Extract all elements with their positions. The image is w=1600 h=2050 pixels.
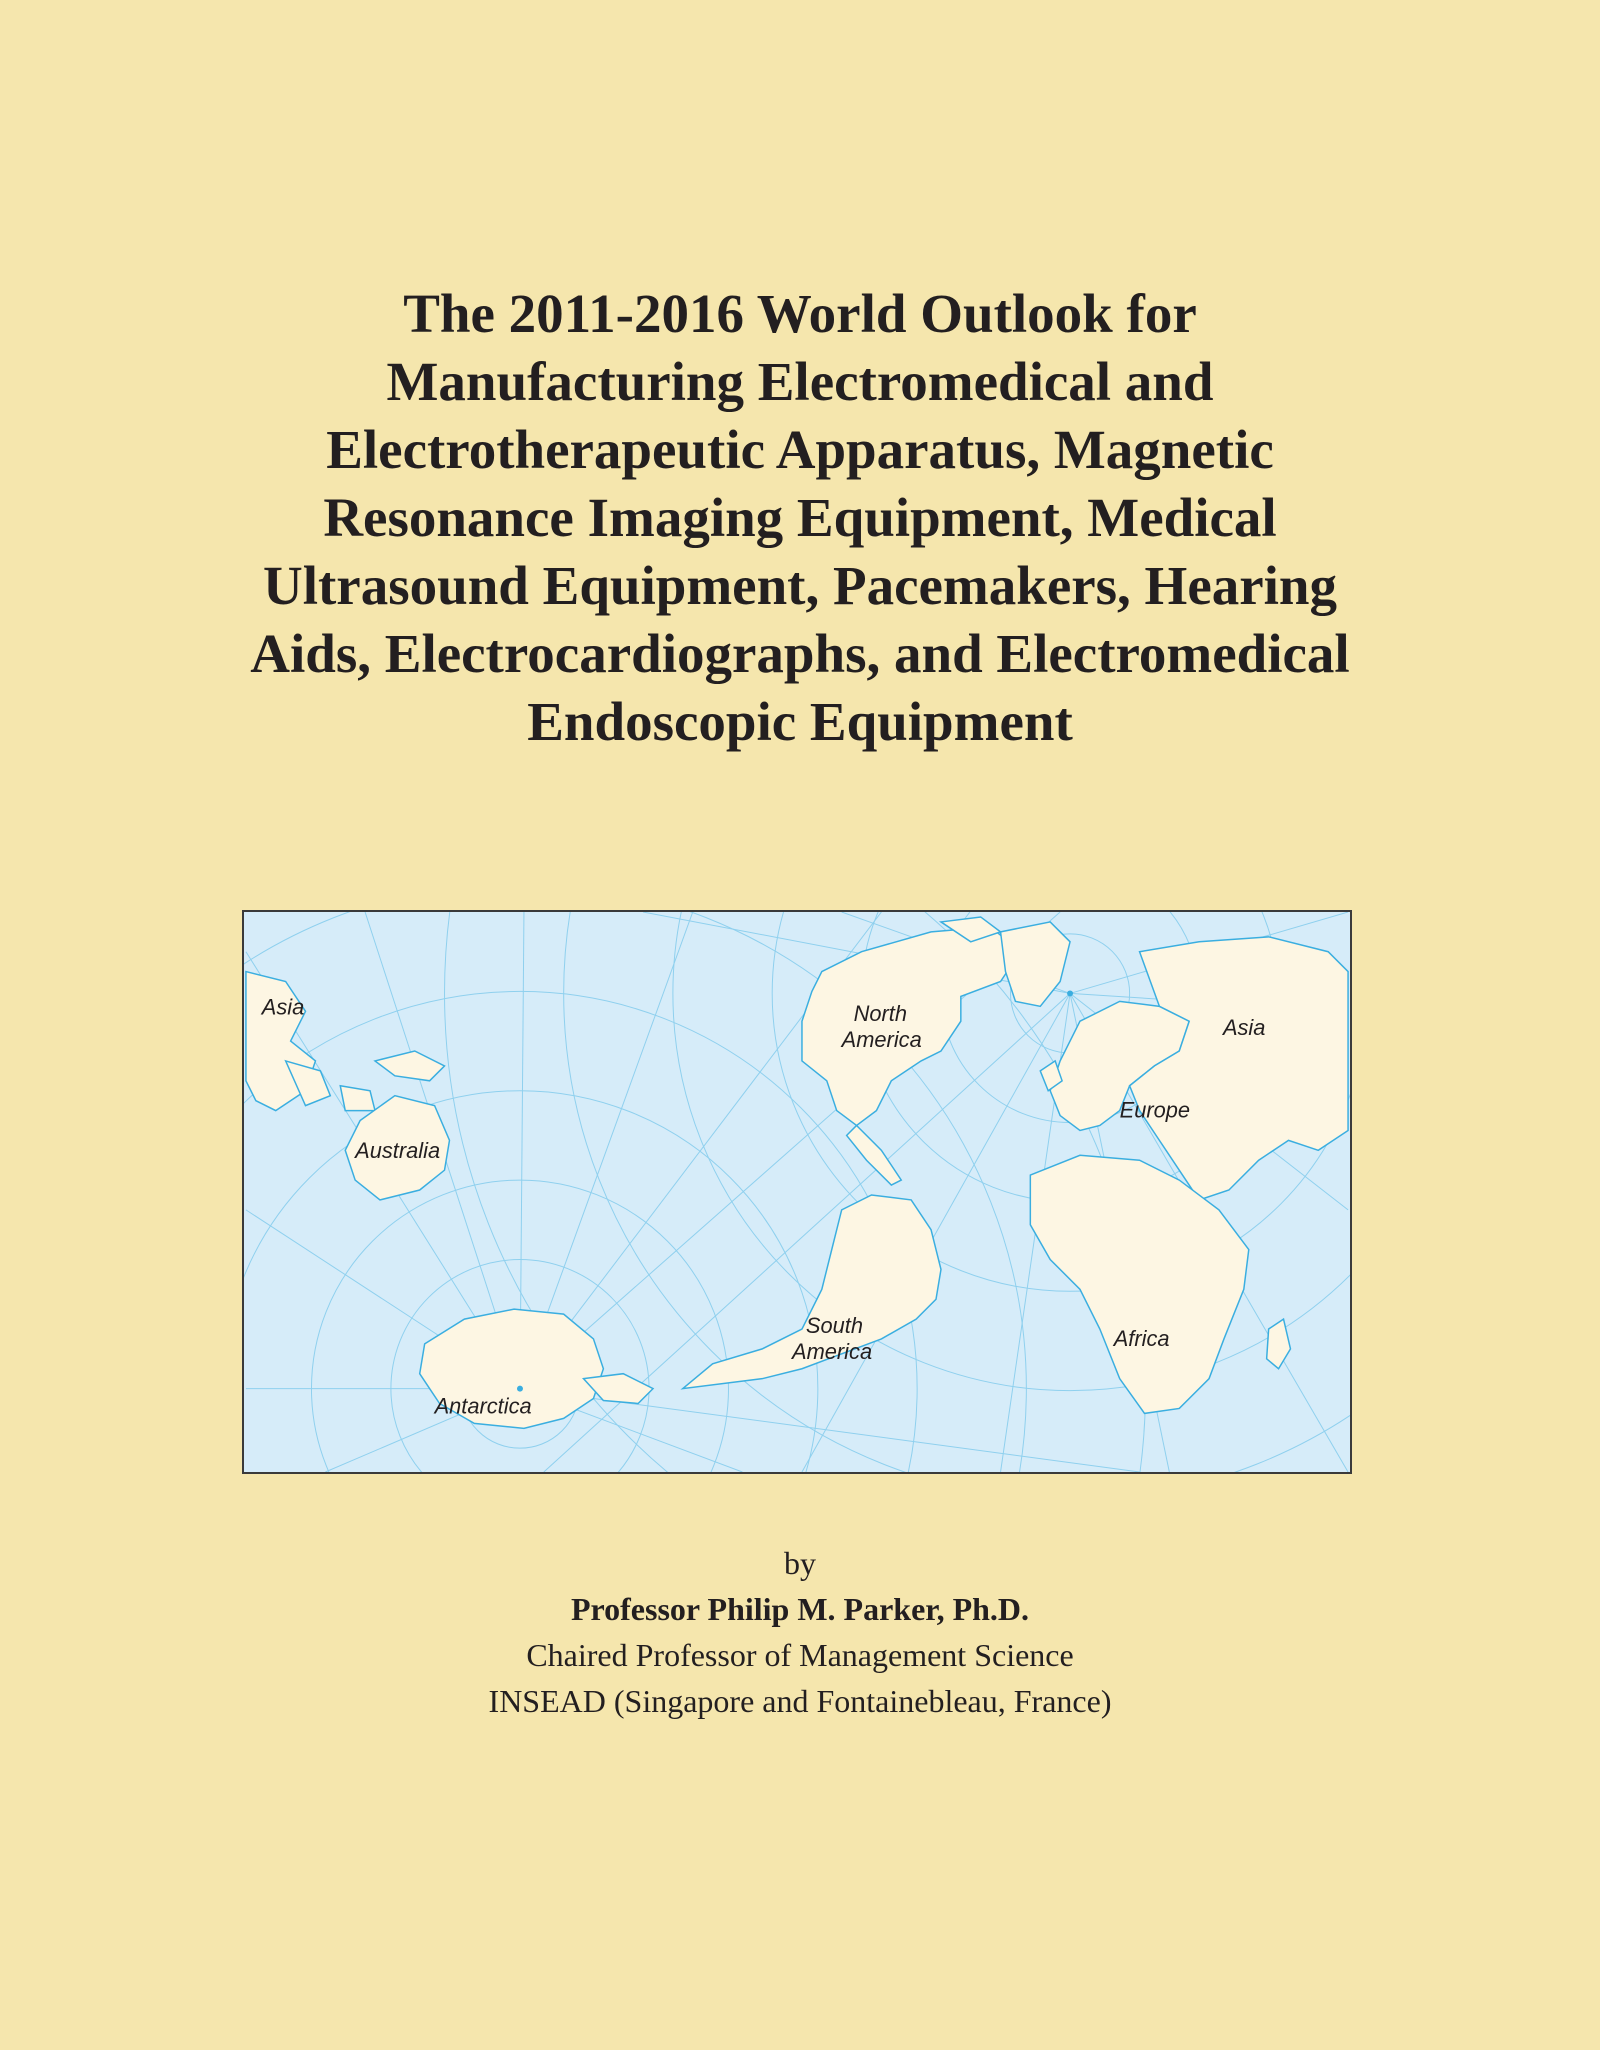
author-title: Chaired Professor of Management Science	[526, 1637, 1074, 1673]
south-pole-marker	[517, 1386, 523, 1392]
title-line: Manufacturing Electromedical and	[386, 351, 1214, 412]
map-label-australia: Australia	[355, 1138, 441, 1164]
world-map-graphic	[244, 912, 1350, 1472]
world-map	[242, 910, 1352, 1474]
title-line: The 2011-2016 World Outlook for	[403, 283, 1197, 344]
book-title	[130, 280, 1470, 756]
map-label-europe: Europe	[1119, 1097, 1191, 1123]
map-label-asia-right: Asia	[1222, 1015, 1266, 1041]
byline	[200, 1540, 1400, 1724]
author-name: Professor Philip M. Parker, Ph.D.	[570, 1591, 1030, 1627]
title-line: Resonance Imaging Equipment, Medical	[323, 487, 1277, 548]
map-label-africa: Africa	[1113, 1325, 1170, 1351]
map-label-asia-left: Asia	[261, 994, 305, 1020]
map-label-antarctica: Antarctica	[434, 1393, 532, 1419]
map-label-north-america-line1: North	[853, 1001, 907, 1027]
map-label-south-america-line1: South	[805, 1312, 863, 1338]
map-label-south-america-line2: America	[792, 1338, 873, 1364]
by-label: by	[784, 1545, 816, 1581]
title-line: Electrotherapeutic Apparatus, Magnetic	[326, 419, 1274, 480]
title-line: Aids, Electrocardiographs, and Electromedical	[250, 623, 1350, 684]
title-line: Endoscopic Equipment	[527, 691, 1073, 752]
north-pole-marker	[1067, 990, 1073, 996]
title-line: Ultrasound Equipment, Pacemakers, Hearing	[262, 555, 1338, 616]
author-affiliation: INSEAD (Singapore and Fontainebleau, France)	[488, 1683, 1112, 1719]
map-label-north-america-line2: America	[841, 1027, 922, 1053]
